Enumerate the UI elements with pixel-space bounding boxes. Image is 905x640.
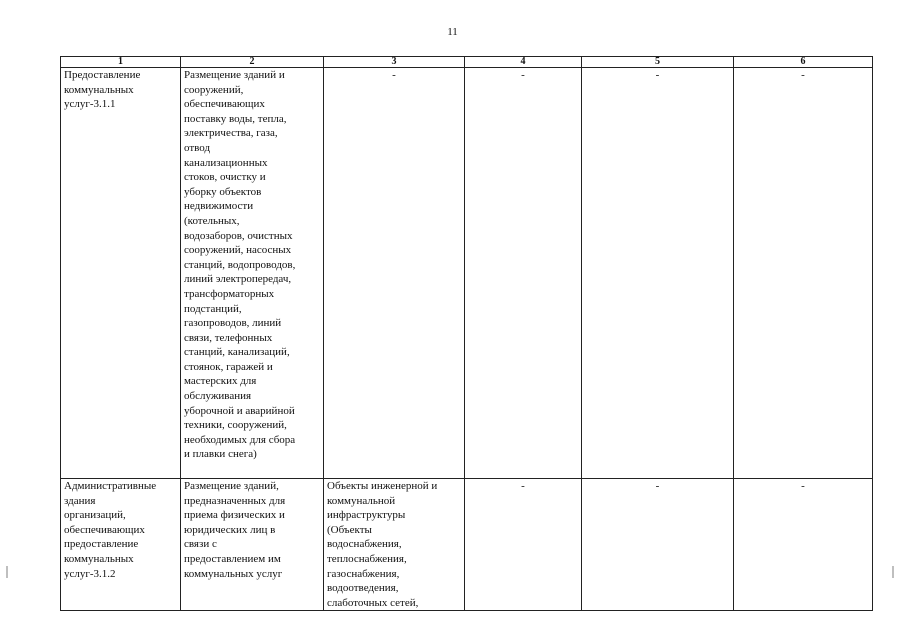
cell-column-4: - bbox=[465, 479, 582, 611]
land-use-table bbox=[60, 56, 873, 611]
cell-text: Размещение зданий и сооружений, обеспечивающих поставку воды, тепла, электричества, газа, отвод канализационных стоков, очистку и уборку объектов недвижимости (котельных, водозаборов, очистных сооружений, насосных станций, водопроводов, линий электропередач, трансформаторных подстанций, газопроводов, линий связи, телефонных станций, канализаций, стоянок, гаражей и мастерских для обслуживания уборочной и аварийной техники, сооружений, необходимых для сбора и плавки снега) bbox=[184, 69, 296, 461]
column-header-5: 5 bbox=[582, 57, 734, 68]
cell-description bbox=[181, 479, 324, 611]
cell-column-4: - bbox=[465, 68, 582, 479]
column-header-3: 3 bbox=[324, 57, 465, 68]
column-header-4: 4 bbox=[465, 57, 582, 68]
column-header-1: 1 bbox=[61, 57, 181, 68]
cell-text: Объекты инженерной и коммунальной инфраструктуры (Объекты водоснабжения, теплоснабжения, газоснабжения, водоотведения, слаботочных сетей, bbox=[327, 480, 438, 609]
table-header-row bbox=[61, 57, 873, 68]
cell-column-3: - bbox=[324, 68, 465, 479]
cell-text: Административные здания организаций, обеспечивающих предоставление коммунальных услуг-3.1.2 bbox=[64, 480, 157, 580]
scan-artifact-mark bbox=[6, 566, 8, 578]
table-row bbox=[61, 68, 873, 479]
scan-artifact-mark bbox=[892, 566, 894, 578]
table-row bbox=[61, 479, 873, 611]
cell-land-use-type bbox=[61, 68, 181, 479]
column-header-2: 2 bbox=[181, 57, 324, 68]
cell-description bbox=[181, 68, 324, 479]
cell-text: Размещение зданий, предназначенных для приема физических и юридических лиц в связи с предоставлением им коммунальных услуг bbox=[184, 480, 286, 580]
cell-column-5: - bbox=[582, 479, 734, 611]
cell-column-6: - bbox=[734, 68, 873, 479]
column-header-6: 6 bbox=[734, 57, 873, 68]
cell-column-5: - bbox=[582, 68, 734, 479]
cell-land-use-type bbox=[61, 479, 181, 611]
page-number: 11 bbox=[447, 26, 458, 38]
cell-column-6: - bbox=[734, 479, 873, 611]
cell-text: Предоставление коммунальных услуг-3.1.1 bbox=[64, 69, 141, 111]
cell-column-3 bbox=[324, 479, 465, 611]
